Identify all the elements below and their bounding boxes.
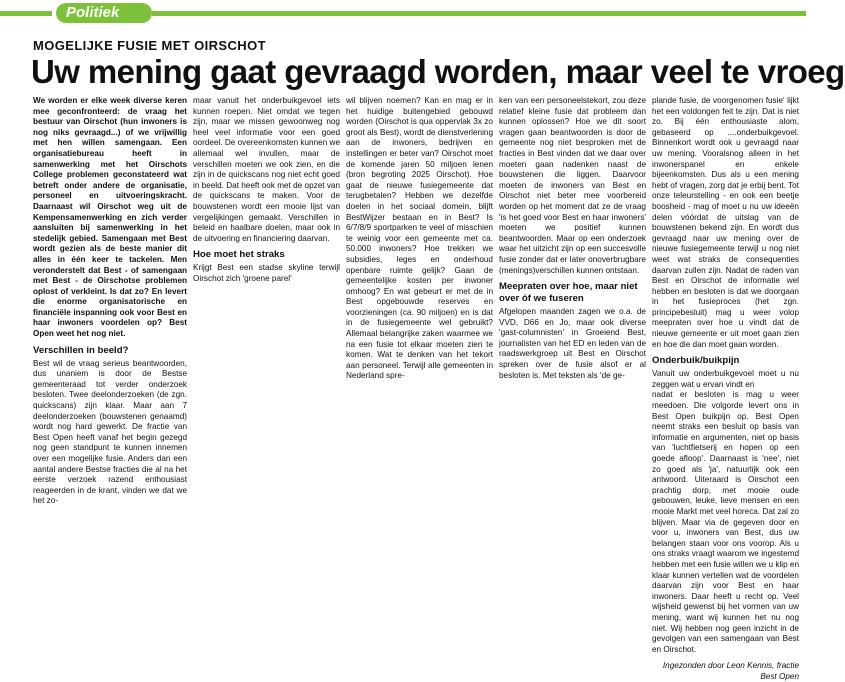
article-column-5 xyxy=(652,96,800,681)
article-column-4 xyxy=(499,96,646,434)
body-paragraph: Afgelopen maanden zagen we o.a. de VVD, D66 en Jo, maar ook diverse 'gast-columnisten' in Groeiend Best, journalisten van het ED en leden van de raadswerkgroep uit Best en Oirschot spreken over de fusie alsof er al besloten is. Met teksten als 'de ge- xyxy=(499,307,646,380)
article-column-3 xyxy=(346,96,493,434)
body-paragraph: ken van een personeelstekort, zou deze relatief kleine fusie dat probleem dan kunnen oplossen? Hoe we dit soort vragen gaan beantwoorden is door de gemeente nog niet besproken met de fracties in Best vinden dat we daar over moeten gaan nadenken naast de bouwstenen die liggen. Daarvoor moeten de inwoners van Best en Oirschot niet beter mee voorbereid worden op het moment dat ze de vraag 'is het goed voor Best en haar inwoners' moeten we positief kunnen beantwoorden. Maar op een onderzoek waar het uitzicht zijn op een succesvolle fusie zonder dat er later onoverbrugbare (menings)verschillen kunnen ontstaan. xyxy=(499,96,646,275)
body-paragraph: plande fusie, de voorgenomen fusie' lijkt het een voldongen feit te zijn. Dat is niet zo. Bij één enthousiaste alom, gebaseerd op ....onderbuikgevoel. Binnenkort wordt ook u gevraagd naar uw mening. Vooralsnog alleen in het inwonerspanel en enkele bijeenkomsten. Dus als u een mening hebt of vragen, zorg dat je erbij bent. Tot onze teleurstelling - en ook een beetje boosheid - mag of moet u nu uw ideeën delen vóórdat de uitslag van de bouwstenen bekend zijn. En wordt dus gevraagd naar uw mening over de nieuwe fusiegemeente terwijl u nog niet weet wat straks de consequenties daarvan zullen zijn. Nadat de raden van Best en Oirschot de informatie wel hebben en besloten is dat we doorgaan in het fusieproces (het zgn. principebesluit) mag u weer volop meepraten over hoe u vindt dat de nieuwe gemeente er uit moet gaan zien en hoe die dan moet gaan worden. xyxy=(652,96,799,349)
article-column-1 xyxy=(33,96,187,506)
subheading: Verschillen in beeld? xyxy=(33,344,129,356)
subheading: Onderbuik/buikpijn xyxy=(652,355,740,367)
section-label: Politiek xyxy=(56,3,152,23)
body-paragraph: Best wil de vraag serieus beantwoorden, dus unaniem is door de Bestse gemeenteraad tot verder onderzoek besloten. Twee deelonderzoeken (de zgn. quickscans) zijn klaar. Maar aan 7 deelonderzoeken (bouwstenen genaamd) wordt nog hard gewerkt. De fractie van Best Open heeft vanaf het begin gezegd nog geen standpunt te kunnen innemen over een mogelijke fusie. Anders dan een aantal andere Bestse fracties die al na het eerste verzoek razend enthousiast reageerden in de krant, vinden we dat we het zo- xyxy=(33,358,187,506)
body-paragraph: Vanuit uw onderbuikgevoel moet u nu zeggen wat u ervan vindt en xyxy=(652,369,799,389)
intro-paragraph: We worden er elke week diverse keren mee geconfronteerd: de vraag het bestuur van Oirschot (hun inwoners is nog niks gevraagd...) of we vrijwillig met hen willen samengaan. Een organisatiebureau heeft in samenwerking met het Oirschots College problemen geconstateerd wat betreft onder andere de organisatie, personeel en uitvoeringskracht. Daarnaast wil Oirschot weg uit de Kempensamenwerking en zich verder aansluiten bij samenwerking in het stedelijk gebied. Samengaan met Best wordt gezien als de beste manier dit alles in één keer te tackelen. Men veronderstelt dat Best - of samengaan met Best - de Oirschotse problemen oplost of verkleint. Is dat zo? En levert die enorme organisatorische en financiële inspanning ook voor Best en haar inwoners voordelen op? Best Open weet het nog niet. xyxy=(33,96,187,339)
section-rule-right xyxy=(152,11,806,16)
byline: Ingezonden door Leon Kennis, fractie Best Open xyxy=(662,661,799,681)
col1-content xyxy=(33,345,187,507)
body-paragraph: wil blijven noemen? Kan en mag er in het huidige buitengebied gebouwd worden (Oirschot is qua oppervlak 3x zo groot als Best), wordt de dienstverlening aan de inwoners, bedrijven en instellingen er beter van? Oirschot moet de komende jaren 50 miljoen lenen (bron begroting 2025 Oirschot). Hoe gaat de nieuwe fusiegemeente dat terugbetalen? Hebben we dezelfde doelen in het sociaal domein, blijft BestWijzer bestaan en in Best? Is 6/7/8/9 sportparken te veel of misschien te weinig voor een gemeente met ca. 50.000 inwoners? Hoe trekken we subsidies, leges en onderhoud openbare ruimte gelijk? Gaan de gemeentelijke kosten per inwoner omhoog? En wat gebeurt er met de in Best opgebouwde reserves en voorzieningen (ca. 90 miljoen) en is dat in de fusiegemeente wel gebruikt? Allemaal belangrijke zaken waarmee we na een fusie tot elkaar moeten zien te komen. Wat te denken van het tekort aan personeel. Terwijl alle gemeenten in Nederland spre- xyxy=(346,96,493,381)
headline: Uw mening gaat gevraagd worden, maar veel te vroeg xyxy=(31,53,845,90)
subheading: Hoe moet het straks xyxy=(193,249,285,261)
kicker: MOGELIJKE FUSIE MET OIRSCHOT xyxy=(33,38,266,53)
article-column-2 xyxy=(193,96,340,434)
section-bar xyxy=(0,0,806,26)
body-paragraph: Krijgt Best een stadse skyline terwijl Oirschot zich 'groene parel' xyxy=(193,263,340,283)
subheading: Meepraten over hoe, maar niet over óf we fuseren xyxy=(499,281,638,305)
body-paragraph: nadat er besloten is mag u weer meedoen. Die volgorde levert ons in Best Open buikpijn op. Best Open neemt straks een besluit op basis van informatie en argumenten, niet op basis van 'luchtfietserij en hopen op een goede afloop'. Daarnaast is 'nee', niet zo goed als 'ja', natuurlijk ook een antwoord. Uiteraard is Oirschot een prachtig dorp, met mooie oude gebouwen, leuke, lieve mensen en een mooie Markt met veel horeca. Dat zal zo blijven. Maar via de gegeven door en voor u, inwoners van Best, dus uw belangen staan voor ons voorop. Als u ons straks vraagt waarom we ingestemd hebben met een fusie willen we u klip en klaar kunnen vertellen wat de voordelen daarvan zijn voor Best en haar inwoners. Daar heeft u recht op. Veel wijsheid gewenst bij het vormen van uw mening, want wij kunnen het nu nog niet. Wij hebben nog geen inzicht in de gevolgen van een samengaan van Best en Oirschot. xyxy=(652,390,800,654)
body-paragraph: maar vanuit het onderbuikgevoel iets kunnen roepen. Niet omdat we tegen zijn, maar we missen gewoonweg nog heel veel informatie voor een goed oordeel. De overeenkomsten kunnen we allemaal wel invullen, maar de verschillen moeten we ook zien, en die zijn in de quickscans nog niet echt goed in beeld. Dat heeft ook met de opzet van de quickscans te maken. Voor de bouwstenen wordt een mooie lijst van vergelijkingen gemaakt. Verschillen in beleid en haalbare doelen, maar ook in de uitvoering en financiering daarvan. xyxy=(193,96,341,243)
section-rule-left xyxy=(0,11,52,16)
